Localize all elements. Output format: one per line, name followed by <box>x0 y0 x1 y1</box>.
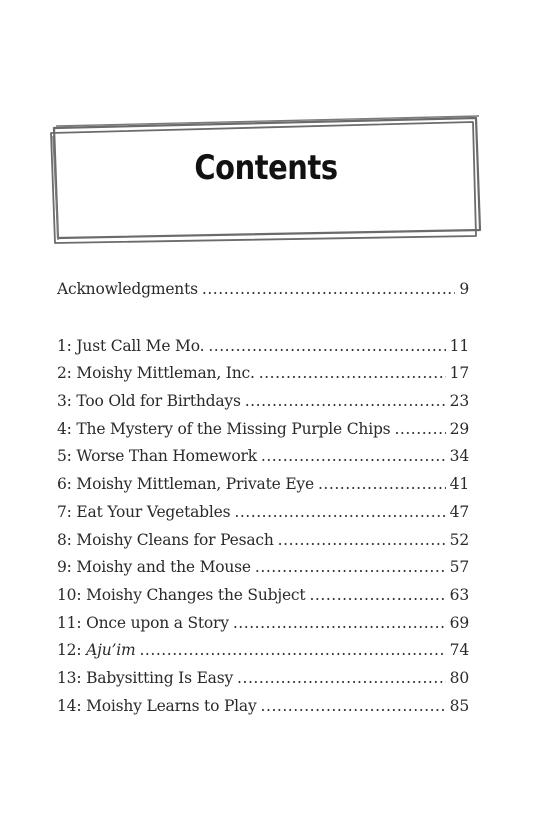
chapter-number: 8: <box>57 530 72 549</box>
toc-entry-title <box>57 499 230 527</box>
chapter-number: 13: <box>57 668 82 687</box>
toc-page-number: 11 <box>449 336 469 355</box>
chapter-title: Moishy and the Mouse <box>76 558 251 577</box>
toc-page-number: 63 <box>449 585 469 604</box>
toc-entry-title <box>57 443 257 471</box>
chapter-title: Babysitting Is Easy <box>86 668 234 687</box>
toc-entry-chapter[interactable] <box>57 471 469 499</box>
toc-entry-title <box>57 360 255 388</box>
toc-page-number: 34 <box>449 447 469 466</box>
dot-leader <box>255 554 446 582</box>
toc-entry-title: Acknowledgments <box>57 280 198 298</box>
chapter-title: Just Call Me Mo. <box>76 336 205 355</box>
toc-entry-chapter[interactable] <box>57 693 469 721</box>
chapter-title: Worse Than Homework <box>76 447 257 466</box>
toc-entry-title <box>57 416 390 444</box>
chapter-number: 1: <box>57 336 72 355</box>
chapter-number: 3: <box>57 392 72 411</box>
toc-page-number: 29 <box>449 419 469 438</box>
chapter-number: 9: <box>57 558 72 577</box>
chapter-number: 11: <box>57 613 82 632</box>
chapter-title: Too Old for Birthdays <box>76 392 241 411</box>
toc-page-number: 9 <box>459 280 469 298</box>
toc-entry-title <box>57 693 257 721</box>
dot-leader <box>309 582 445 610</box>
dot-leader <box>202 276 455 304</box>
toc-entry-chapter[interactable] <box>57 443 469 471</box>
chapter-title: Moishy Learns to Play <box>86 696 257 715</box>
toc-entry-chapter[interactable] <box>57 416 469 444</box>
toc-entry-chapter[interactable] <box>57 360 469 388</box>
chapter-number: 5: <box>57 447 72 466</box>
chapter-number: 12: <box>57 641 82 660</box>
toc-entry-chapter[interactable] <box>57 610 469 638</box>
toc-page-number: 57 <box>449 558 469 577</box>
toc-entry-chapter[interactable] <box>57 388 469 416</box>
dot-leader <box>139 637 445 665</box>
dot-leader <box>234 499 445 527</box>
chapter-number: 2: <box>57 364 72 383</box>
chapter-list <box>57 333 469 721</box>
toc-entry-title <box>57 333 204 361</box>
toc-entry-chapter[interactable] <box>57 637 469 665</box>
chapter-title: Once upon a Story <box>86 613 229 632</box>
dot-leader <box>237 665 446 693</box>
contents-title-banner <box>48 112 484 246</box>
toc-entry-chapter[interactable] <box>57 582 469 610</box>
toc-entry-title <box>57 388 241 416</box>
chapter-title: Moishy Cleans for Pesach <box>76 530 274 549</box>
chapter-title: Eat Your Vegetables <box>76 502 231 521</box>
toc-page-number: 52 <box>449 530 469 549</box>
toc-entry-acknowledgments[interactable] <box>57 276 469 304</box>
toc-entry-chapter[interactable] <box>57 333 469 361</box>
dot-leader <box>261 443 446 471</box>
toc-entry-title <box>57 665 233 693</box>
chapter-number: 14: <box>57 696 82 715</box>
table-of-contents <box>57 276 469 720</box>
chapter-title: Aju’im <box>86 641 136 660</box>
toc-entry-title <box>57 610 229 638</box>
chapter-number: 4: <box>57 419 72 438</box>
toc-page-number: 23 <box>449 392 469 411</box>
toc-page-number: 47 <box>449 502 469 521</box>
toc-page-number: 74 <box>449 641 469 660</box>
toc-entry-chapter[interactable] <box>57 665 469 693</box>
toc-page-number: 41 <box>449 475 469 494</box>
toc-page-number: 69 <box>449 613 469 632</box>
toc-entry-title <box>57 527 274 555</box>
dot-leader <box>245 388 446 416</box>
toc-entry-title <box>57 637 135 665</box>
chapter-title: Moishy Changes the Subject <box>86 585 306 604</box>
toc-page-number: 17 <box>449 364 469 383</box>
toc-entry-title <box>57 582 305 610</box>
chapter-number: 10: <box>57 585 82 604</box>
toc-entry-title <box>57 554 251 582</box>
dot-leader <box>318 471 446 499</box>
toc-page-number: 80 <box>449 668 469 687</box>
chapter-number: 6: <box>57 475 72 494</box>
dot-leader <box>259 360 446 388</box>
toc-entry-chapter[interactable] <box>57 527 469 555</box>
page-title: Contents <box>194 148 338 188</box>
dot-leader <box>278 527 446 555</box>
toc-entry-chapter[interactable] <box>57 499 469 527</box>
toc-page-number: 85 <box>449 696 469 715</box>
toc-entry-chapter[interactable] <box>57 554 469 582</box>
dot-leader <box>208 333 445 361</box>
chapter-title: Moishy Mittleman, Private Eye <box>76 475 314 494</box>
chapter-number: 7: <box>57 502 72 521</box>
dot-leader <box>233 610 446 638</box>
toc-entry-title <box>57 471 314 499</box>
chapter-title: The Mystery of the Missing Purple Chips <box>76 419 391 438</box>
dot-leader <box>394 416 445 444</box>
chapter-title: Moishy Mittleman, Inc. <box>76 364 255 383</box>
dot-leader <box>261 693 446 721</box>
